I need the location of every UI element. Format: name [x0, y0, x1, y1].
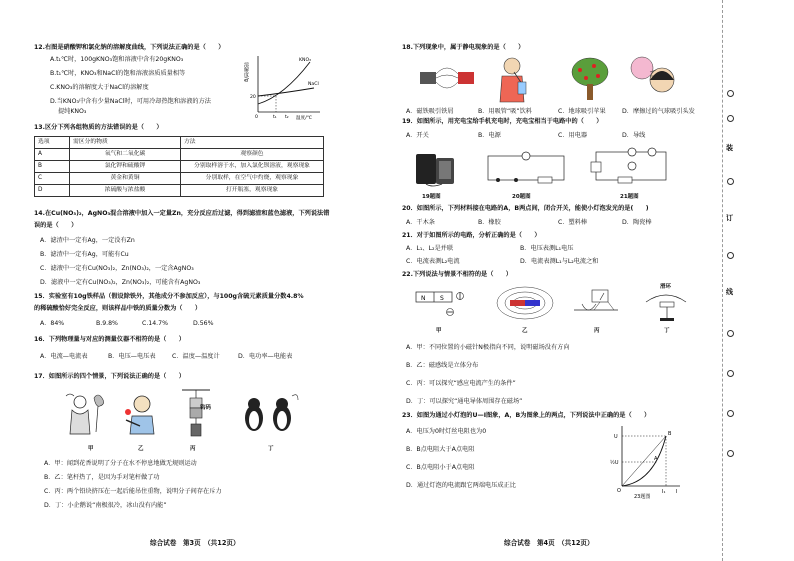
q14-option-b: B．滤渣中一定有Ag，可能有Cu [40, 251, 129, 258]
q16-option-d: D．电功率—电能表 [238, 353, 293, 360]
q17-caption-jia: 甲 [88, 446, 94, 452]
q14-option-c: C．滤液中一定有Cu(NO₃)₂，Zn(NO₃)₂，一定含AgNO₃ [40, 265, 194, 272]
q22-figure-bing [568, 286, 628, 322]
q18-image-apple-tree [568, 54, 612, 104]
q22-figure-yi [492, 282, 558, 324]
table-cell: 浓硫酸与浓盐酸 [70, 185, 181, 197]
binding-char-xian: 线 [726, 288, 733, 296]
q12-ylabel: 溶解度/g [243, 62, 249, 82]
q12-stem: 12.右图是硝酸钾和氯化钠的溶解度曲线，下列说法正确的是（ ） [34, 44, 225, 51]
q23-label-u: U [614, 434, 618, 440]
q19-stem: 19．如图所示，用充电宝给手机充电时，充电宝相当于电路中的（ ） [402, 118, 603, 125]
q22-caption-yi: 乙 [522, 328, 528, 334]
q15-option-d: D.56% [193, 320, 214, 327]
q17-image-bing [176, 388, 216, 440]
binding-char-zhuang: 装 [726, 144, 733, 152]
q23-option-c: C．B点电阻小于A点电阻 [406, 464, 475, 471]
q22-stem: 22.下列说法与情景不相符的是（ ） [402, 271, 512, 278]
q18-image-balloon-hair [628, 54, 680, 104]
q21-option-b: B．电压表测L₁电压 [520, 245, 574, 252]
q21-stem: 21．对于如图所示的电路，分析正确的是（ ） [402, 232, 541, 239]
q15-option-c: C.14.7% [142, 320, 168, 327]
binding-hole [727, 115, 734, 122]
q21-figure-circuit [588, 144, 676, 188]
q20-option-c: C．塑料棒 [558, 219, 588, 226]
q22-figure-jia [412, 286, 468, 322]
q21-option-d: D．电流表测L₁与L₂电流之和 [520, 258, 599, 265]
q23-option-a: A．电压为0时灯丝电阻也为0 [406, 428, 487, 435]
q23-ui-graph [610, 422, 684, 500]
q21-option-a: A．L₁、L₂是并联 [406, 245, 454, 252]
q15-option-b: B.9.8% [96, 320, 118, 327]
q22-magnet-n: N [421, 295, 426, 302]
q19-caption: 19题图 [422, 194, 441, 200]
table-cell: A [35, 149, 70, 161]
table-row [35, 185, 324, 197]
binding-hole [727, 90, 734, 97]
left-page [0, 0, 392, 561]
table-row [35, 161, 324, 173]
q15-stem-line2: 的稀硫酸恰好完全反应，则该样品中铁的质量分数为（ ） [34, 305, 202, 312]
q18-stem: 18.下列现象中，属于静电现象的是（ ） [402, 44, 525, 51]
q18-image-magnet [414, 58, 480, 98]
q22-caption-ding: 丁 [664, 328, 670, 334]
q22-option-a: A．甲：不同位置的小磁针N极指向不同，说明磁场没有方向 [406, 344, 570, 351]
binding-hole [727, 450, 734, 457]
q21-option-c: C．电流表测L₂电流 [406, 258, 460, 265]
q13-table-header [35, 137, 324, 149]
q14-stem-line1: 14.在Cu(NO₃)₂，AgNO₃混合溶液中加入一定量Zn，充分反应后过滤，得到滤渣和蓝色滤液，下列说法错 [34, 210, 330, 217]
q19-option-d: D．导线 [622, 132, 646, 139]
q22-figure-ding [640, 288, 694, 324]
q13-table [34, 136, 324, 197]
q12-option-d: D.当KNO₃中含有少量NaCl时，可用冷却热饱和溶液的方法 [50, 98, 211, 105]
q20-option-d: D．陶瓷棒 [622, 219, 652, 226]
q14-option-d: D．滤液中一定有Cu(NO₃)₂，Zn(NO₃)₂，可能含有AgNO₃ [40, 279, 201, 286]
q12-tick-20: 20 [250, 95, 256, 100]
binding-hole [727, 178, 734, 185]
q13-header-method: 方法 [181, 137, 324, 149]
q18-option-a: A．磁铁吸引铁屑 [406, 108, 454, 115]
q22-caption-jia: 甲 [436, 328, 442, 334]
q15-stem-line1: 15．实验室有10g铁样品（假设除铁外，其他成分不参加反应），与100g含硫元素质量分数4.8% [34, 293, 304, 300]
binding-dashed-line [722, 0, 723, 561]
q23-option-b: B．B点电阻大于A点电阻 [406, 446, 475, 453]
q13-stem: 13.区分下列各组物质的方法错误的是（ ） [34, 124, 163, 131]
q23-label-i1: I₁ [662, 489, 666, 495]
table-cell: 分别取样溶于水，加入氯化钡溶液，观察现象 [181, 161, 324, 173]
q17-option-a: A．甲：闻到花香说明了分子在水不停息地做无规则运动 [44, 460, 197, 467]
q18-option-c: C．地球吸引苹果 [558, 108, 606, 115]
q19-option-c: C．用电器 [558, 132, 588, 139]
q12-tick-0: 0 [255, 115, 258, 120]
q20-caption: 20题图 [512, 194, 531, 200]
q12-tick-t1: t₁ [273, 115, 277, 120]
table-cell: 氧气和二氧化碳 [70, 149, 181, 161]
q17-image-ding [240, 392, 300, 436]
q23-stem: 23．如图为通过小灯泡的U—I图象，A，B为图象上的两点，下列说法中正确的是（ ） [402, 412, 651, 419]
q12-xlabel: 温度/℃ [296, 116, 312, 121]
q23-caption: 23题图 [634, 494, 651, 500]
q13-header-substance: 需区分的物质 [70, 137, 181, 149]
q18-option-b: B．用吸管“吸”饮料 [478, 108, 532, 115]
q16-option-b: B．电压—电压表 [108, 353, 156, 360]
right-page-footer: 综合试卷 第4页 （共12页） [504, 538, 594, 547]
q12-option-b: B.t₁℃时，KNO₃和NaCl的饱和溶液溶质质量相等 [50, 70, 186, 77]
q17-caption-ding: 丁 [268, 446, 274, 452]
q16-option-a: A．电流—电流表 [40, 353, 88, 360]
table-cell: 分别取样，在空气中灼烧，观察现象 [181, 173, 324, 185]
q23-option-d: D．通过灯泡的电流跟它两端电压成正比 [406, 482, 516, 489]
q12-option-a: A.t₁℃时，100gKNO₃饱和溶液中含有20gKNO₃ [50, 56, 184, 63]
binding-margin [722, 0, 794, 561]
nacl-curve [258, 88, 314, 96]
table-cell: D [35, 185, 70, 197]
q16-option-c: C．温度—温度计 [172, 353, 220, 360]
q20-option-a: A．干木条 [406, 219, 435, 226]
table-row [35, 173, 324, 185]
table-cell: 打开瓶塞，观察现象 [181, 185, 324, 197]
q17-option-c: C．丙：两个铅块挤压在一起后能吊住重物，说明分子间存在斥力 [44, 488, 222, 495]
q14-option-a: A．滤渣中一定有Ag，一定没有Zn [40, 237, 135, 244]
q17-image-jia [62, 388, 110, 438]
q16-stem: 16．下列物理量与对应的测量仪器不相符的是（ ） [34, 336, 185, 343]
q22-magnet-s: S [440, 295, 444, 302]
q19-figure-powerbank [412, 148, 460, 188]
q22-option-b: B．乙：磁感线是立体分布 [406, 362, 479, 369]
q12-kno3-label: KNO₃ [299, 58, 311, 63]
table-cell: 氯化钾和硫酸钾 [70, 161, 181, 173]
kno3-curve [258, 62, 310, 104]
q22-option-c: C．丙：可以探究“感应电流产生的条件” [406, 380, 516, 387]
q19-option-b: B．电源 [478, 132, 501, 139]
q23-label-o: O [617, 488, 621, 494]
q17-image-yi [120, 390, 164, 436]
q13-header-option: 选项 [35, 137, 70, 149]
q23-label-b: B [668, 431, 672, 437]
q18-image-straw [492, 54, 532, 104]
q18-option-d: D．摩擦过的气球吸引头发 [622, 108, 695, 115]
q15-option-a: A．84% [40, 320, 65, 327]
q12-option-d-cont: 提纯KNO₃ [58, 108, 87, 115]
table-cell: 观察颜色 [181, 149, 324, 161]
q20-stem: 20．如图所示，下列材料接在电路的A，B两点间，闭合开关，能使小灯泡发光的是( ) [402, 205, 649, 212]
q12-solubility-graph [244, 52, 324, 120]
q23-label-i: I [676, 489, 678, 495]
table-cell: C [35, 173, 70, 185]
binding-hole [727, 370, 734, 377]
q20-option-b: B．橡胶 [478, 219, 501, 226]
binding-hole [727, 410, 734, 417]
binding-hole [727, 252, 734, 259]
q17-stem: 17．如图所示的四个情景，下列说法正确的是（ ） [34, 373, 185, 380]
q17-option-d: D．丁：小企鹅说“南极很冷，冰山没有内能” [44, 502, 167, 509]
q17-caption-yi: 乙 [138, 446, 144, 452]
q22-slide-rail-label: 滑环 [660, 284, 672, 290]
table-cell: B [35, 161, 70, 173]
q19-option-a: A．开关 [406, 132, 429, 139]
table-cell: 黄金和黄铜 [70, 173, 181, 185]
table-row [35, 149, 324, 161]
q21-caption: 21题图 [620, 194, 639, 200]
q12-nacl-label: NaCl [308, 82, 319, 87]
q23-label-a: A [654, 456, 658, 462]
binding-char-ding: 订 [726, 214, 733, 222]
q23-label-half-u: ½U [610, 460, 619, 466]
q12-option-c: C.KNO₃的溶解度大于NaCl的溶解度 [50, 84, 149, 91]
right-page [392, 0, 722, 561]
q20-figure-circuit [482, 150, 570, 188]
q22-caption-bing: 丙 [594, 328, 600, 334]
q12-tick-t2: t₂ [285, 115, 289, 120]
q17-caption-bing: 丙 [190, 446, 196, 452]
q14-stem-line2: 误的是（ ） [34, 222, 78, 229]
q17-hook-label: 钩码 [200, 405, 212, 411]
binding-hole [727, 330, 734, 337]
q22-option-d: D．丁：可以探究“通电导体周围存在磁场” [406, 398, 523, 405]
left-page-footer: 综合试卷 第3页 （共12页） [150, 538, 240, 547]
q17-option-b: B．乙：笔杆热了，是因为手对笔杆做了功 [44, 474, 160, 481]
